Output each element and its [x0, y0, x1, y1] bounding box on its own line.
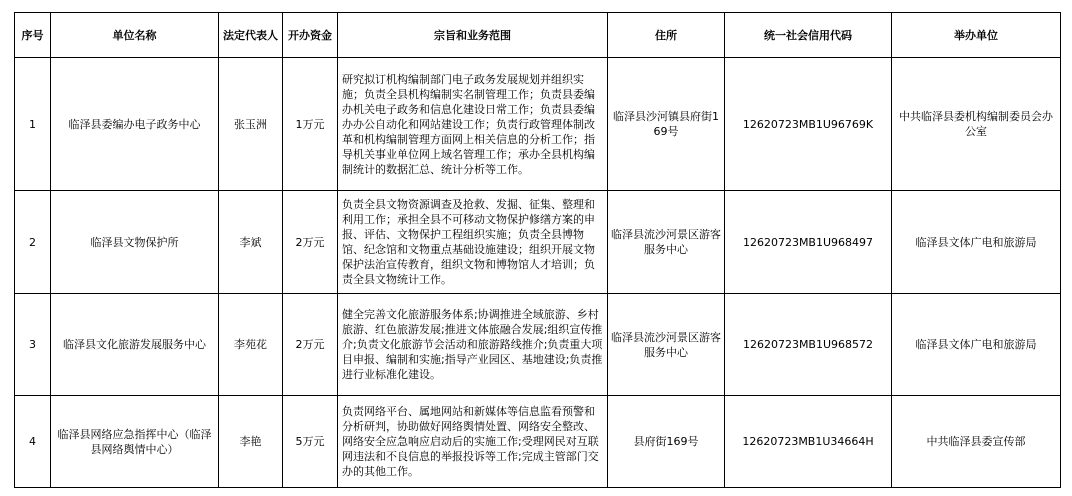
- header-funds: 开办资金: [283, 13, 338, 58]
- cell-code: 12620723MB1U968497: [725, 191, 892, 294]
- cell-sponsor: 临泽县文体广电和旅游局: [892, 191, 1061, 294]
- cell-code: 12620723MB1U34664H: [725, 396, 892, 488]
- cell-sponsor: 临泽县文体广电和旅游局: [892, 294, 1061, 396]
- header-code: 统一社会信用代码: [725, 13, 892, 58]
- cell-scope: 负责全县文物资源调查及抢救、发掘、征集、整理和利用工作；承担全县不可移动文物保护修缮方案的申报、评估、文物保护工程组织实施；负责全县博物馆、纪念馆和文物重点基础设施建设；组织开展文物保护法治宣传教育，组织文物和博物馆人才培训；负责全县文物统计工作。: [338, 191, 608, 294]
- cell-code: 12620723MB1U968572: [725, 294, 892, 396]
- cell-name: 临泽县网络应急指挥中心（临泽县网络舆情中心）: [51, 396, 219, 488]
- cell-rep: 李艳: [219, 396, 283, 488]
- cell-name: 临泽县文物保护所: [51, 191, 219, 294]
- header-row: [15, 13, 1061, 58]
- cell-no: 4: [15, 396, 51, 488]
- cell-code: 12620723MB1U96769K: [725, 58, 892, 191]
- cell-name: 临泽县文化旅游发展服务中心: [51, 294, 219, 396]
- cell-rep: 李苑花: [219, 294, 283, 396]
- unit-registry-table: [14, 12, 1061, 488]
- cell-no: 1: [15, 58, 51, 191]
- cell-no: 2: [15, 191, 51, 294]
- cell-name: 临泽县委编办电子政务中心: [51, 58, 219, 191]
- cell-address: 临泽县流沙河景区游客服务中心: [608, 294, 725, 396]
- cell-scope: 负责网络平台、属地网站和新媒体等信息监看预警和分析研判，协助做好网络舆情处置、网络安全整改、网络安全应急响应启动后的实施工作;受理网民对互联网违法和不良信息的举报投诉等工作;完成主管部门交办的其他工作。: [338, 396, 608, 488]
- cell-rep: 张玉洲: [219, 58, 283, 191]
- table-row: [15, 58, 1061, 191]
- cell-funds: 2万元: [283, 191, 338, 294]
- header-address: 住所: [608, 13, 725, 58]
- table-row: [15, 191, 1061, 294]
- header-name: 单位名称: [51, 13, 219, 58]
- cell-address: 临泽县流沙河景区游客服务中心: [608, 191, 725, 294]
- cell-no: 3: [15, 294, 51, 396]
- table-row: [15, 396, 1061, 488]
- cell-address: 县府街169号: [608, 396, 725, 488]
- header-rep: 法定代表人: [219, 13, 283, 58]
- header-scope: 宗旨和业务范围: [338, 13, 608, 58]
- header-sponsor: 举办单位: [892, 13, 1061, 58]
- cell-sponsor: 中共临泽县委机构编制委员会办公室: [892, 58, 1061, 191]
- cell-scope: 健全完善文化旅游服务体系;协调推进全域旅游、乡村旅游、红色旅游发展;推进文体旅融合发展;组织宣传推介;负责文化旅游节会活动和旅游路线推介;负责重大项目申报、编制和实施;指导产业园区、基地建设;负责推进行业标准化建设。: [338, 294, 608, 396]
- cell-funds: 1万元: [283, 58, 338, 191]
- cell-address: 临泽县沙河镇县府街169号: [608, 58, 725, 191]
- cell-scope: 研究拟订机构编制部门电子政务发展规划并组织实施；负责全县机构编制实名制管理工作；负责县委编办机关电子政务和信息化建设日常工作；负责县委编办办公自动化和网站建设工作；负责行政管理体制改革和机构编制管理方面网上相关信息的分析工作；指导机关事业单位网上域名管理工作；承办全县机构编制统计的数据汇总、统计分析等工作。: [338, 58, 608, 191]
- cell-funds: 2万元: [283, 294, 338, 396]
- cell-sponsor: 中共临泽县委宣传部: [892, 396, 1061, 488]
- cell-funds: 5万元: [283, 396, 338, 488]
- cell-rep: 李斌: [219, 191, 283, 294]
- header-no: 序号: [15, 13, 51, 58]
- table-row: [15, 294, 1061, 396]
